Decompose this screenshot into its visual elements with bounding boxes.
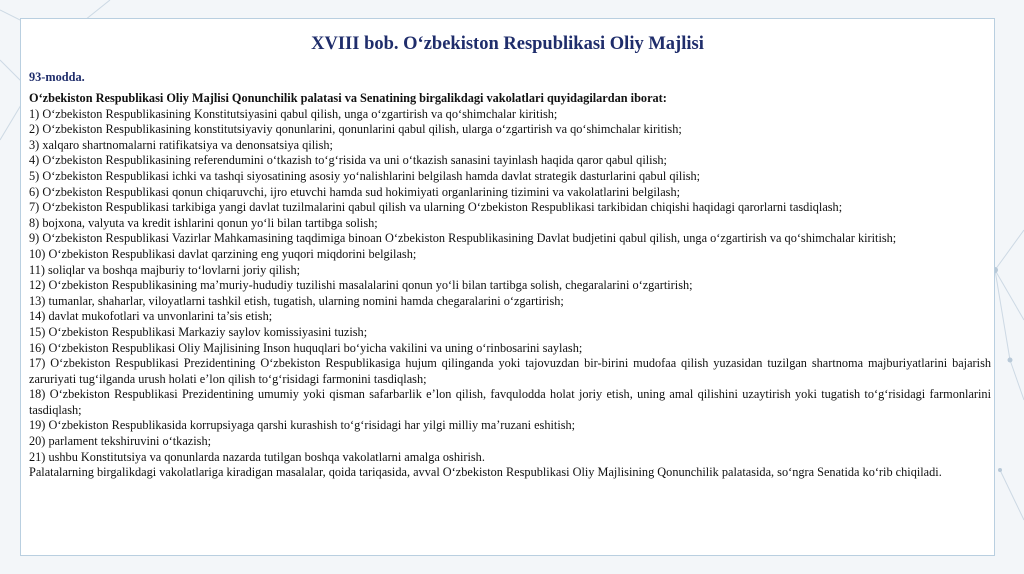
intro-text: O‘zbekiston Respublikasi Oliy Majlisi Qonunchilik palatasi va Senatining birgalikdagi vakolatlari quyidagilardan iborat: bbox=[29, 91, 667, 105]
list-item: 19) O‘zbekiston Respublikasida korrupsiyaga qarshi kurashish to‘g‘risidagi har yilgi milliy ma’ruzani eshitish; bbox=[29, 418, 576, 433]
list-item: 17) O‘zbekiston Respublikasi Prezidentining O‘zbekiston Respublikasiga hujum qilinganda yoki tajovuzdan bir-birini mudofaa qilish yuzasidan tuzilgan shartnoma majburiyatlarini bajarish zaruriyati tug‘ilganda urush holati e’lon qilish to‘g‘risidagi farmonini tasdiqlash; bbox=[29, 356, 991, 386]
list-item: 16) O‘zbekiston Respublikasi Oliy Majlisining Inson huquqlari bo‘yicha vakilini va uning o‘rinbosarini saylash; bbox=[29, 340, 583, 355]
list-item: 18) O‘zbekiston Respublikasi Prezidentining umumiy yoki qisman safarbarlik e’lon qilish, favqulodda holat joriy etish, uning amal qilishini uzaytirish yoki tugatish to‘g‘risidagi farmonlarini tasdiqlash; bbox=[29, 387, 991, 417]
list-item: 20) parlament tekshiruvini o‘tkazish; bbox=[29, 434, 212, 449]
list-item: 8) bojxona, valyuta va kredit ishlarini qonun yo‘li bilan tartibga solish; bbox=[29, 215, 378, 230]
list-item: 10) O‘zbekiston Respublikasi davlat qarzining eng yuqori miqdorini belgilash; bbox=[29, 246, 417, 261]
slide-panel bbox=[20, 18, 995, 556]
list-item: 7) O‘zbekiston Respublikasi tarkibiga yangi davlat tuzilmalarini qabul qilish va ularning O‘zbekiston Respublikasi tarkibidan chiqishi haqidagi qarorlarni tasdiqlash; bbox=[29, 200, 843, 215]
chapter-title: XVIII bob. O‘zbekiston Respublikasi Oliy Majlisi bbox=[311, 34, 704, 54]
list-item: 12) O‘zbekiston Respublikasining ma’muriy-hududiy tuzilishi masalalarini qonun yo‘li bilan tartibga solish, chegaralarini o‘zgartirish; bbox=[29, 278, 693, 293]
closing-paragraph: Palatalarning birgalikdagi vakolatlariga kiradigan masalalar, qoida tariqasida, avval O‘zbekiston Respublikasi Oliy Majlisining Qonunchilik palatasida, so‘ngra Senatida ko‘rib chiqiladi. bbox=[29, 465, 942, 480]
list-item: 5) O‘zbekiston Respublikasi ichki va tashqi siyosatining asosiy yo‘nalishlarini belgilash hamda davlat strategik dasturlarini qabul qilish; bbox=[29, 168, 701, 183]
list-item: 2) O‘zbekiston Respublikasining konstitutsiyaviy qonunlarini, qonunlarini qabul qilish, ularga o‘zgartirish va qo‘shimchalar kiritish; bbox=[29, 122, 682, 137]
list-item: 3) xalqaro shartnomalarni ratifikatsiya va denonsatsiya qilish; bbox=[29, 137, 333, 152]
list-item: 9) O‘zbekiston Respublikasi Vazirlar Mahkamasining taqdimiga binoan O‘zbekiston Respublikasining Davlat budjetini qabul qilish, unga o‘zgartirish va qo‘shimchalar kiritish; bbox=[29, 231, 897, 246]
article-number: 93-modda. bbox=[29, 70, 85, 84]
article-body bbox=[29, 91, 991, 481]
list-item: 15) O‘zbekiston Respublikasi Markaziy saylov komissiyasini tuzish; bbox=[29, 324, 368, 339]
list-item: 4) O‘zbekiston Respublikasining referendumini o‘tkazish to‘g‘risida va uni o‘tkazish sanasini tayinlash haqida qaror qabul qilish; bbox=[29, 153, 667, 168]
list-item: 1) O‘zbekiston Respublikasining Konstitutsiyasini qabul qilish, unga o‘zgartirish va qo‘shimchalar kiritish; bbox=[29, 106, 558, 121]
list-item: 11) soliqlar va boshqa majburiy to‘lovlarni joriy qilish; bbox=[29, 262, 301, 277]
list-item: 13) tumanlar, shaharlar, viloyatlarni tashkil etish, tugatish, ularning nomini hamda chegaralarini o‘zgartirish; bbox=[29, 293, 564, 308]
list-item: 21) ushbu Konstitutsiya va qonunlarda nazarda tutilgan boshqa vakolatlarni amalga oshirish. bbox=[29, 449, 485, 464]
list-item: 6) O‘zbekiston Respublikasi qonun chiqaruvchi, ijro etuvchi hamda sud hokimiyati organlarining tizimini va vakolatlarini belgilash; bbox=[29, 184, 681, 199]
list-item: 14) davlat mukofotlari va unvonlarini ta’sis etish; bbox=[29, 309, 273, 324]
